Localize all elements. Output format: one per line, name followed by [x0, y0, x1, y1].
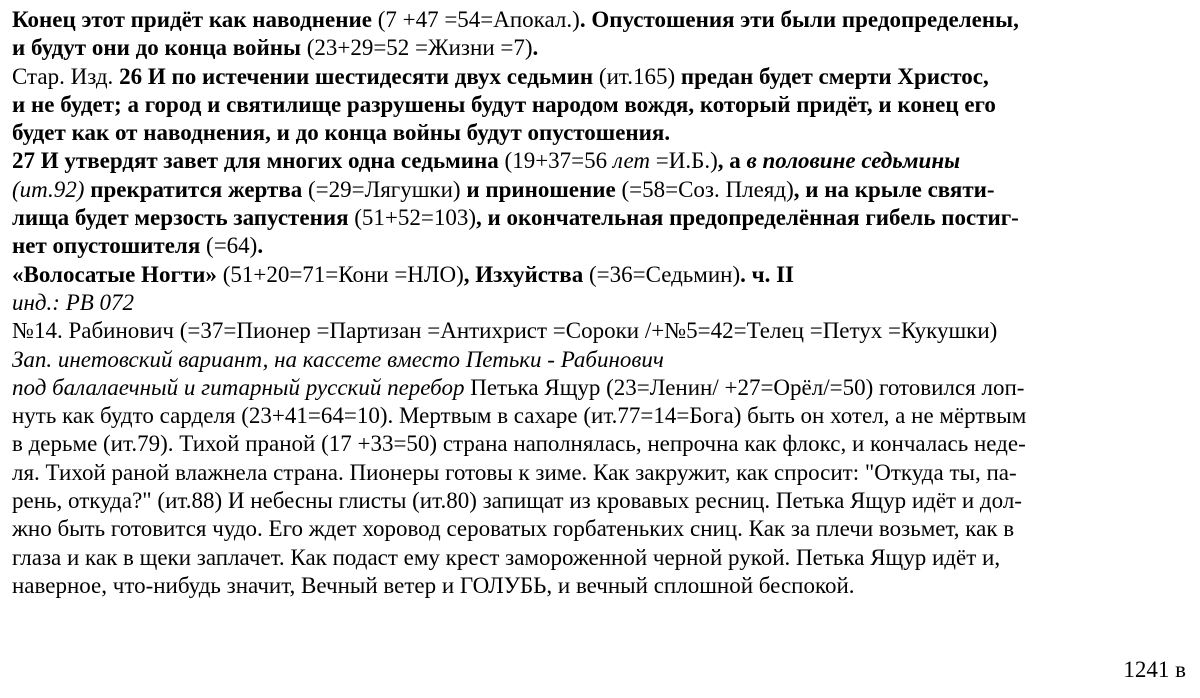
- text-segment: . ч. II: [740, 261, 794, 287]
- text-segment: лет: [612, 148, 651, 174]
- text-segment: и не будет; а город и святилище разрушены будут народом вождя, который придёт, и конец его: [12, 91, 996, 117]
- text-line: [12, 261, 1192, 289]
- text-line: [12, 317, 1192, 345]
- text-segment: (=58=Соз. Плеяд): [615, 176, 794, 202]
- text-segment: Стар. Изд.: [12, 63, 120, 89]
- text-segment: Зап. инетовский вариант, на кассете вместо Петьки - Рабинович: [12, 346, 664, 372]
- text-line: [12, 289, 1192, 317]
- text-segment: глаза и как в щеки заплачет. Как подаст ему крест замороженной черной рукой. Петька Ящур идёт и,: [12, 544, 1001, 570]
- text-segment: рень, откуда?" (ит.88) И небесны глисты (ит.80) запищат из кровавых ресниц. Петька Ящур идёт и дол-: [12, 488, 1022, 514]
- text-segment: (23+29=52 =Жизни =7): [300, 35, 533, 61]
- text-line: [12, 176, 1192, 204]
- text-segment: инд.: РВ 072: [12, 289, 135, 315]
- text-segment: (51+20=71=Кони =НЛО): [216, 261, 464, 287]
- page-number: 1241 в: [1123, 657, 1186, 682]
- text-segment: .: [257, 233, 264, 259]
- text-segment: в дерьме (ит.79). Тихой праной (17 +33=50) страна наполнялась, непрочна как флокс, и кончалась неде-: [12, 431, 1026, 457]
- text-line: [12, 515, 1192, 543]
- text-line: [12, 119, 1192, 147]
- text-segment: 27 И утвердят завет для многих одна седьмина: [12, 148, 499, 174]
- text-segment: будет как от наводнения, и до конца войны будут опустошения.: [12, 120, 671, 146]
- text-line: [12, 147, 1192, 175]
- text-line: [12, 487, 1192, 515]
- text-segment: №14. Рабинович (=37=Пионер =Партизан =Антихрист =Сороки /+№5=42=Телец =Петух =Кукушки): [12, 318, 998, 344]
- text-segment: (7 +47 =54=Апокал.): [371, 7, 580, 32]
- text-line: [12, 459, 1192, 487]
- text-segment: под балалаечный и гитарный русский перебор: [12, 374, 465, 400]
- text-segment: прекратится жертва: [84, 176, 303, 202]
- text-segment: нет опустошителя: [12, 233, 201, 259]
- text-line: [12, 402, 1192, 430]
- text-segment: . Опустошения эти были предопределены,: [579, 7, 1019, 32]
- text-line: [12, 204, 1192, 232]
- text-segment: , а: [717, 148, 747, 174]
- text-segment: Конец этот придёт как наводнение: [12, 7, 372, 32]
- text-line: [12, 430, 1192, 458]
- text-segment: , и окончательная предопределённая гибель постиг-: [476, 205, 1019, 231]
- text-line: [12, 544, 1192, 572]
- text-segment: (51+52=103): [348, 205, 477, 231]
- text-segment: и будут они до конца войны: [12, 35, 301, 61]
- text-segment: лища будет мерзость запустения: [12, 205, 349, 231]
- text-segment: 26 И по истечении шестидесяти двух седьмин: [119, 63, 594, 89]
- text-line: [12, 346, 1192, 374]
- text-line: [12, 91, 1192, 119]
- text-segment: .: [532, 35, 539, 61]
- text-segment: нуть как будто сарделя (23+41=64=10). Мертвым в сахаре (ит.77=14=Бога) быть он хотел, а не мёртвым: [12, 403, 1027, 429]
- text-segment: ля. Тихой раной влажнела страна. Пионеры готовы к зиме. Как закружит, как спросит: "Откуда ты, па-: [12, 459, 1017, 485]
- text-segment: в половине седьмины: [746, 148, 961, 174]
- text-line: [12, 34, 1192, 62]
- text-segment: =И.Б.): [650, 148, 718, 174]
- text-segment: «Волосатые Ногти»: [12, 261, 217, 287]
- text-segment: предан будет смерти Христос,: [680, 63, 989, 89]
- text-segment: , Изхуйства: [463, 261, 584, 287]
- text-segment: (ит.92): [12, 176, 85, 202]
- text-line: [12, 572, 1192, 600]
- text-line: [12, 232, 1192, 260]
- text-segment: (19+37=56: [498, 148, 613, 174]
- text-line: [12, 6, 1192, 34]
- text-line: [12, 374, 1192, 402]
- text-segment: жно быть готовится чудо. Его ждет хоровод сероватых горбатеньких сниц. Как за плечи возьмет, как в: [12, 516, 1015, 542]
- text-segment: наверное, что-нибудь значит, Вечный ветер и ГОЛУБЬ, и вечный сплошной беспокой.: [12, 572, 855, 598]
- text-line: [12, 63, 1192, 91]
- text-segment: (ит.165): [593, 63, 681, 89]
- text-segment: Петька Ящур (23=Ленин/ +27=Орёл/=50) готовился лоп-: [464, 374, 1025, 400]
- text-segment: и приношение: [466, 176, 616, 202]
- document-page: [12, 6, 1192, 600]
- text-segment: (=64): [200, 233, 258, 259]
- text-segment: , и на крыле святи-: [793, 176, 995, 202]
- text-segment: (=36=Седьмин): [583, 261, 741, 287]
- text-segment: (=29=Лягушки): [302, 176, 467, 202]
